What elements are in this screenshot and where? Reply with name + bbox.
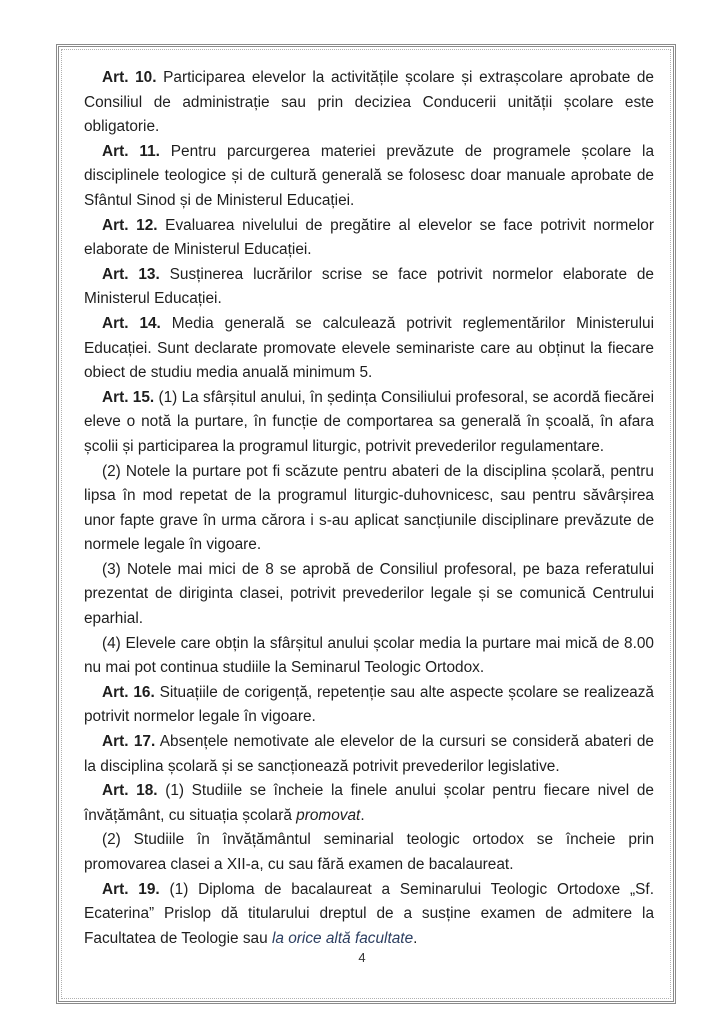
- article-text: Evaluarea nivelului de pregătire al elevelor se face potrivit normelor elaborate de Ministerul Educației.: [84, 216, 654, 259]
- article-label: Art. 11.: [102, 142, 160, 160]
- article-text: Participarea elevelor la activitățile școlare și extrașcolare aprobate de Consiliul de administrație sau prin deciziea Conducerii unității școlare este obligatorie.: [84, 69, 654, 136]
- article-text: Situațiile de corigență, repetenție sau alte aspecte școlare se realizează potrivit normelor legale în vigoare.: [84, 683, 654, 726]
- article-emphasis: promovat: [296, 806, 361, 824]
- article-19-paragraph-1: [84, 878, 654, 952]
- article-text: (1) La sfârșitul anului, în ședința Consiliului profesoral, se acordă fiecărei eleve o notă la purtare, în funcție de comportarea sa generală în școală, în afara școlii și participarea la programul liturgic, potrivit prevederilor regulamentare.: [84, 388, 654, 455]
- article-label: Art. 16.: [102, 683, 155, 701]
- article-15-paragraph-4: [84, 632, 654, 681]
- article-13: [84, 263, 654, 312]
- article-15-paragraph-1: [84, 386, 654, 460]
- article-label: Art. 10.: [102, 69, 157, 86]
- article-label: Art. 12.: [102, 216, 158, 234]
- article-18-paragraph-1: [84, 779, 654, 828]
- article-label: Art. 17.: [102, 733, 156, 751]
- article-text: Susținerea lucrărilor scrise se face potrivit normelor elaborate de Ministerul Educației.: [84, 265, 654, 308]
- article-label: Art. 18.: [102, 782, 158, 800]
- article-16: [84, 681, 654, 730]
- article-text: (1) Studiile se încheie la finele anului școlar pentru fiecare nivel de învățământ, cu situația școlară: [84, 782, 654, 824]
- article-15-paragraph-2: [84, 460, 654, 558]
- article-18-paragraph-2: [84, 828, 654, 877]
- article-text: Media generală se calculează potrivit reglementărilor Ministerului Educației. Sunt declarate promovate elevele seminariste care au obținut la fiecare obiect de studiu media anuală minimum 5.: [84, 314, 654, 382]
- article-12: [84, 214, 654, 263]
- article-label: Art. 19.: [102, 880, 160, 898]
- article-text-end: .: [413, 929, 418, 947]
- article-text-end: .: [360, 806, 365, 824]
- article-label: Art. 13.: [102, 265, 160, 283]
- document-body: [84, 66, 654, 951]
- article-label: Art. 15.: [102, 388, 155, 406]
- article-text: (2) Studiile în învățământul seminarial teologic ortodox se încheie prin promovarea clasei a XII-a, cu sau fără examen de bacalaureat.: [84, 831, 654, 873]
- article-14: [84, 312, 654, 386]
- page-number: 4: [358, 950, 366, 965]
- article-text: (4) Elevele care obțin la sfârșitul anului școlar media la purtare mai mică de 8.00 nu mai pot continua studiile la Seminarul Teologic Ortodox.: [84, 634, 654, 677]
- article-text: Absențele nemotivate ale elevelor de la cursuri se consideră abateri de la disciplina școlară și se sancționează potrivit prevederilor legislative.: [84, 733, 654, 775]
- article-10: [84, 66, 654, 140]
- article-label: Art. 14.: [102, 314, 161, 332]
- article-11: [84, 140, 654, 214]
- article-text: (2) Notele la purtare pot fi scăzute pentru abateri de la disciplina școlară, pentru lipsa în mod repetat de la programul liturgic-duhovnicesc, sau pentru săvârșirea unor fapte grave în urma cărora i s-au aplicat sancțiunile disciplinare prevăzute de normele legale în vigoare.: [84, 462, 654, 554]
- article-text: (3) Notele mai mici de 8 se aprobă de Consiliul profesoral, pe baza referatului prezentat de diriginta clasei, potrivit prevederilor legale și se comunică Centrului eparhial.: [84, 560, 654, 628]
- article-emphasis: la orice altă facultate: [271, 929, 414, 947]
- article-text: Pentru parcurgerea materiei prevăzute de programele școlare la disciplinele teologice și de cultură generală se folosesc doar manuale aprobate de Sfântul Sinod și de Ministerul Educației.: [84, 142, 655, 209]
- article-17: [84, 730, 654, 779]
- article-text: (1) Diploma de bacalaureat a Seminarului Teologic Ortodoxe „Sf. Ecaterina” Prislop dă titularului dreptul de a susține examen de admitere la Facultatea de Teologie sau: [84, 880, 654, 947]
- article-15-paragraph-3: [84, 558, 654, 632]
